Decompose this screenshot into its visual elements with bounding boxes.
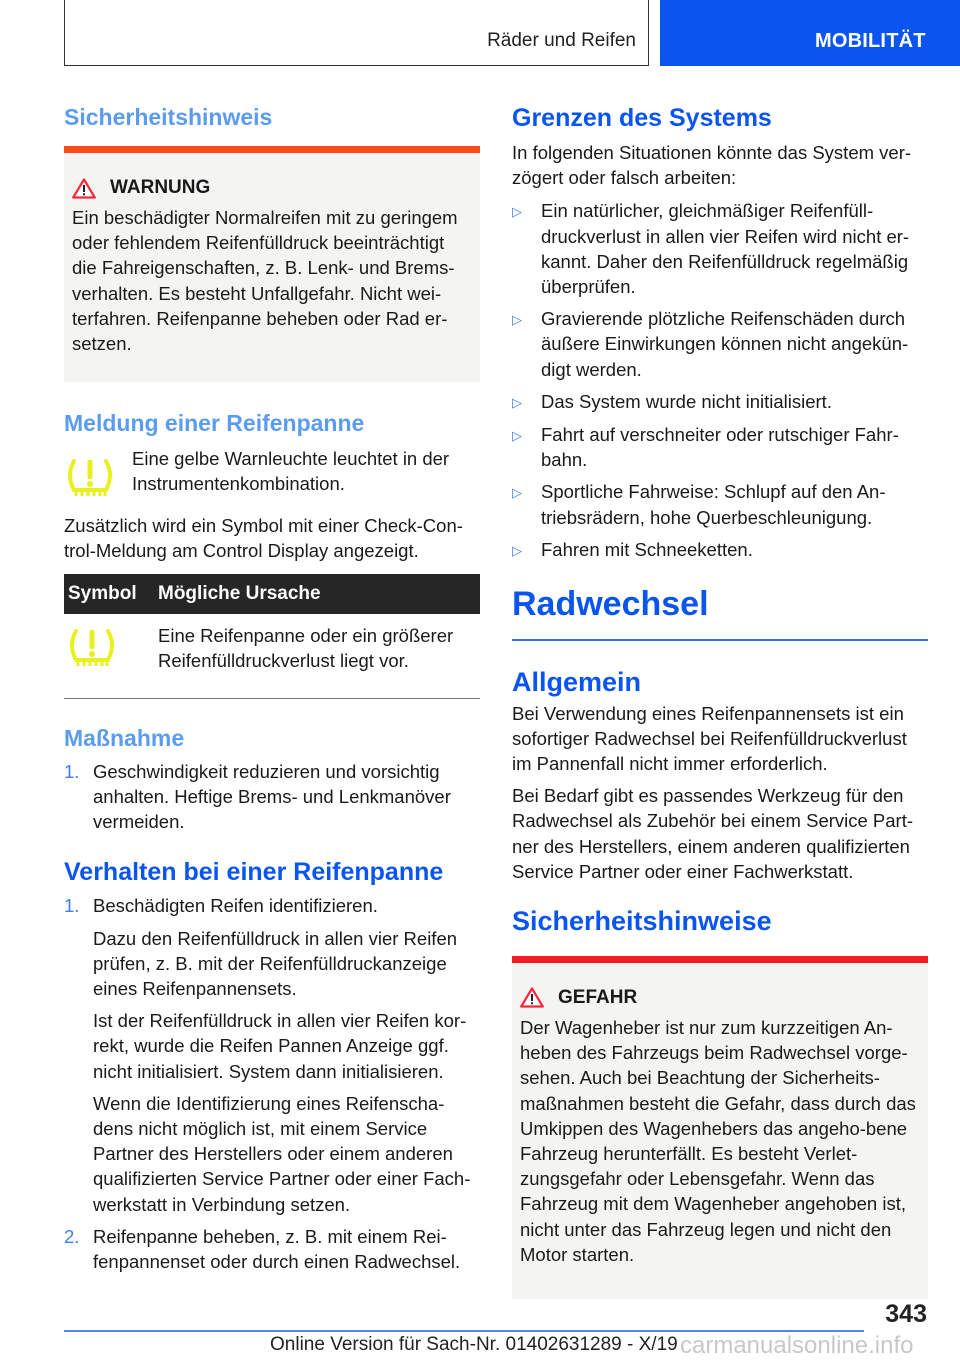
step-paragraph: Beschädigten Reifen identifizieren. bbox=[93, 895, 378, 917]
step-paragraph: Reifenpanne beheben, z. B. mit einem Rei-fenpannenset oder durch einen Radwechsel. bbox=[93, 1225, 461, 1273]
general-paragraph-2: Bei Bedarf gibt es passendes Werkzeug für den Radwechsel als Zubehör bei einem Service Part-ner des Herstellers, einem anderen qualifizierten Service Partner oder einer Fachwerkstatt. bbox=[512, 785, 914, 882]
wheel-change-title: Radwechsel bbox=[512, 585, 709, 624]
bullet-triangle-icon: ▷ bbox=[512, 204, 522, 220]
warning-triangle-icon bbox=[520, 987, 544, 1008]
bullet-triangle-icon: ▷ bbox=[512, 312, 522, 328]
header-chapter-label: MOBILITÄT bbox=[815, 30, 926, 52]
warning-header bbox=[72, 175, 472, 201]
list-item bbox=[512, 198, 928, 299]
list-item-text: Sportliche Fahrweise: Schlupf auf den An-triebsrädern, hohe Querbeschleunigung. bbox=[541, 481, 886, 528]
general-title: Allgemein bbox=[512, 666, 642, 697]
symbol-table-header bbox=[64, 574, 480, 614]
bullet-triangle-icon: ▷ bbox=[512, 485, 522, 501]
list-item bbox=[64, 893, 480, 1223]
right-column bbox=[512, 100, 928, 1299]
header-chapter-tab bbox=[660, 0, 960, 66]
behavior-steps bbox=[64, 893, 480, 1281]
warning-light-text: Eine gelbe Warnleuchte leuchtet in der Instrumentenkombination. bbox=[132, 448, 450, 495]
bullet-triangle-icon: ▷ bbox=[512, 428, 522, 444]
list-item bbox=[512, 306, 928, 382]
step-text: Geschwindigkeit reduzieren und vorsichtig anhalten. Heftige Brems- und Lenkmanöver vermeiden. bbox=[93, 760, 451, 833]
general-paragraph-1: Bei Verwendung eines Reifenpannensets ist ein sofortiger Radwechsel bei Reifenfülldruckverlust im Pannenfall nicht immer erforderlich. bbox=[512, 702, 907, 774]
page-number: 343 bbox=[885, 1300, 927, 1328]
column-header-symbol: Symbol bbox=[64, 574, 158, 614]
column-header-cause: Mögliche Ursache bbox=[158, 574, 480, 614]
danger-text: Der Wagenheber ist nur zum kurzzeitigen An-heben des Fahrzeugs beim Radwechsel vorge-sehen. Auch bei Beachtung der Sicherheits-maßnahmen besteht die Gefahr, dass durch das Umkippen des Wagenhebers das angeho-bene Fahrzeug herunterfällt. Es besteht Verlet-zungsgefahr oder Lebensgefahr. Wenn das Fahrzeug mit dem Wagenheber angehoben ist, nicht unter das Fahrzeug legen und nicht den Motor starten. bbox=[520, 1016, 916, 1265]
danger-label: GEFAHR bbox=[558, 986, 638, 1008]
section-divider bbox=[512, 639, 928, 641]
step-paragraph: Wenn die Identifizierung eines Reifenscha-dens nicht möglich ist, mit einem Service Partner des Herstellers oder einem anderen qualifizierten Service Partner oder einer Fach-werkstatt in Verbindung setzen. bbox=[93, 1092, 471, 1215]
warning-text: Ein beschädigter Normalreifen mit zu geringem oder fehlendem Reifenfülldruck beeinträchtigt die Fahreigenschaften, z. B. Lenk- und Brems-verhalten. Es besteht Unfallgefahr. Nicht wei-terfahren. Reifenpanne beheben oder Rad er-setzen. bbox=[72, 207, 458, 355]
list-item-text: Gravierende plötzliche Reifenschäden durch äußere Einwirkungen können nicht angekün-digt werden. bbox=[541, 308, 909, 380]
step-paragraph: Ist der Reifenfülldruck in allen vier Reifen kor-rekt, wurde die Reifen Pannen Anzeige ggf. nicht initialisiert. System dann initialisieren. bbox=[93, 1010, 467, 1082]
step-number: 1. bbox=[64, 895, 80, 917]
list-item-text: Ein natürlicher, gleichmäßiger Reifenfüll-druckverlust in allen vier Reifen wird nicht er-kannt. Daher den Reifenfülldruck regelmäßig überprüfen. bbox=[541, 200, 910, 298]
list-item bbox=[64, 1224, 480, 1281]
list-item bbox=[512, 389, 928, 415]
step-number: 2. bbox=[64, 1225, 80, 1247]
warning-box bbox=[64, 146, 480, 382]
limits-intro: In folgenden Situationen könnte das System ver-zögert oder falsch arbeiten: bbox=[512, 142, 912, 189]
message-title: Meldung einer Reifenpanne bbox=[64, 410, 365, 437]
list-item bbox=[512, 479, 928, 529]
list-item bbox=[512, 422, 928, 472]
bullet-triangle-icon: ▷ bbox=[512, 542, 522, 558]
step-body bbox=[93, 893, 480, 1223]
symbol-cell bbox=[64, 614, 158, 699]
tire-pressure-warning-icon bbox=[64, 455, 116, 501]
warning-light-row bbox=[64, 446, 480, 501]
list-item bbox=[64, 759, 480, 835]
bullet-triangle-icon: ▷ bbox=[512, 394, 522, 410]
tire-pressure-warning-icon bbox=[66, 625, 118, 671]
symbol-table bbox=[64, 574, 480, 699]
cause-cell: Eine Reifenpanne oder ein größerer Reifenfülldruckverlust liegt vor. bbox=[158, 614, 480, 699]
danger-box bbox=[512, 956, 928, 1299]
message-extra-text: Zusätzlich wird ein Symbol mit einer Check-Con-trol-Meldung am Control Display angezeigt. bbox=[64, 515, 463, 562]
step-body bbox=[93, 1224, 480, 1281]
step-number: 1. bbox=[64, 760, 80, 782]
footer-text: Online Version für Sach-Nr. 01402631289 - X/19 bbox=[270, 1334, 678, 1355]
measure-steps bbox=[64, 759, 480, 835]
list-item-text: Das System wurde nicht initialisiert. bbox=[541, 390, 832, 412]
measure-title: Maßnahme bbox=[64, 724, 185, 751]
danger-header bbox=[520, 985, 920, 1011]
list-item-text: Fahren mit Schneeketten. bbox=[541, 538, 753, 560]
left-column bbox=[64, 100, 480, 1281]
limits-title: Grenzen des Systems bbox=[512, 104, 772, 132]
warning-triangle-icon bbox=[72, 178, 96, 199]
warning-label: WARNUNG bbox=[110, 177, 211, 198]
behavior-title: Verhalten bei einer Reifenpanne bbox=[64, 858, 444, 887]
list-item-text: Fahrt auf verschneiter oder rutschiger Fahr-bahn. bbox=[541, 424, 899, 471]
header-section-tab bbox=[64, 0, 649, 66]
step-paragraph: Dazu den Reifenfülldruck in allen vier Reifen prüfen, z. B. mit der Reifenfülldruckanzeige eines Reifenpannensets. bbox=[93, 927, 458, 1000]
table-row bbox=[64, 614, 480, 699]
safety-title: Sicherheitshinweis bbox=[64, 104, 273, 130]
watermark: carmanualsonline.info bbox=[680, 1332, 914, 1359]
limits-list bbox=[512, 198, 928, 563]
list-item bbox=[512, 537, 928, 563]
header-section-label: Räder und Reifen bbox=[487, 30, 636, 51]
safety-notes-title: Sicherheitshinweise bbox=[512, 905, 772, 936]
